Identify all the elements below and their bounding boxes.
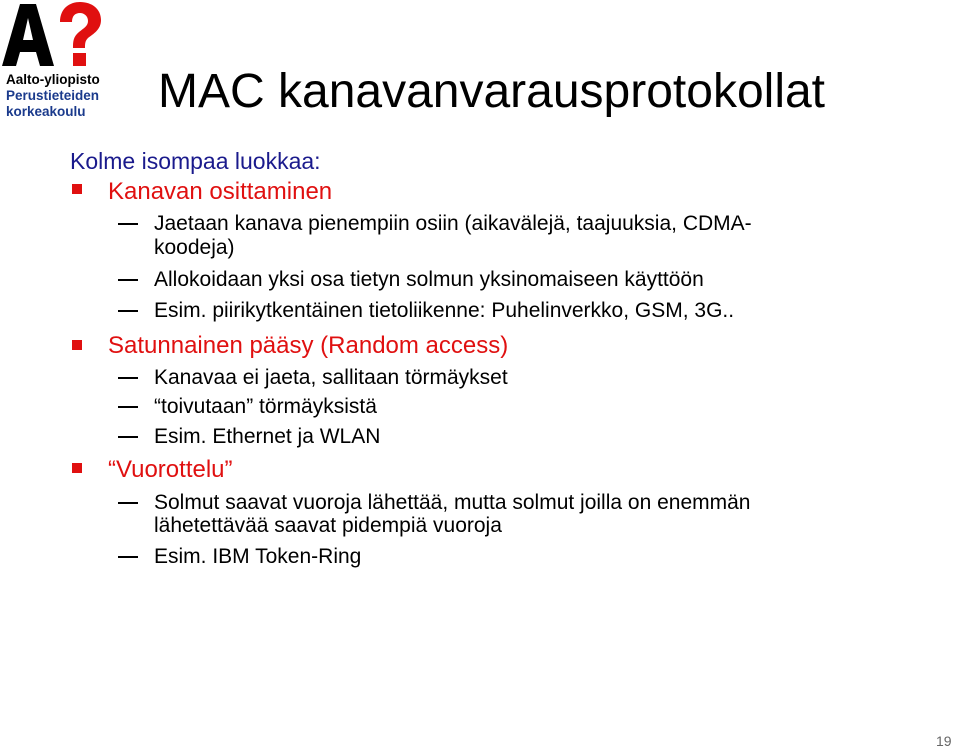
logo-text — [6, 72, 100, 120]
list-item: Esim. IBM Token-Ring — [154, 545, 362, 568]
list-item: Allokoidaan yksi osa tietyn solmun yksinomaiseen käyttöön — [154, 268, 704, 291]
section-heading: Satunnainen pääsy (Random access) — [108, 332, 509, 359]
aalto-logo-mark-icon — [2, 2, 102, 68]
section-heading: Kanavan osittaminen — [108, 178, 333, 205]
logo-line-2: Perustieteiden — [6, 88, 100, 103]
list-item: Jaetaan kanava pienempiin osiin (aikavälejä, taajuuksia, CDMA- — [154, 212, 752, 235]
dash-icon — [118, 556, 138, 558]
dash-icon — [118, 223, 138, 225]
slide-title: MAC kanavanvarausprotokollat — [158, 65, 826, 118]
bullet-square-icon — [72, 184, 82, 194]
bullet-square-icon — [72, 463, 82, 473]
dash-icon — [118, 436, 138, 438]
list-item: Kanavaa ei jaeta, sallitaan törmäykset — [154, 366, 508, 389]
logo-line-3: korkeakoulu — [6, 104, 86, 119]
dash-icon — [118, 406, 138, 408]
dash-icon — [118, 310, 138, 312]
logo-line-1: Aalto-yliopisto — [6, 72, 100, 87]
section-heading: “Vuorottelu” — [108, 456, 233, 483]
list-item: lähetettävää saavat pidempiä vuoroja — [154, 514, 502, 537]
list-item: Solmut saavat vuoroja lähettää, mutta solmut joilla on enemmän — [154, 491, 751, 514]
dash-icon — [118, 377, 138, 379]
list-item: koodeja) — [154, 236, 235, 259]
list-item: Esim. piirikytkentäinen tietoliikenne: Puhelinverkko, GSM, 3G.. — [154, 299, 735, 322]
dash-icon — [118, 502, 138, 504]
list-item: “toivutaan” törmäyksistä — [154, 395, 377, 418]
aalto-logo — [2, 2, 112, 120]
dash-icon — [118, 279, 138, 281]
page-number: 19 — [936, 733, 952, 749]
intro-text: Kolme isompaa luokkaa: — [70, 148, 321, 174]
bullet-square-icon — [72, 340, 82, 350]
list-item: Esim. Ethernet ja WLAN — [154, 425, 381, 448]
